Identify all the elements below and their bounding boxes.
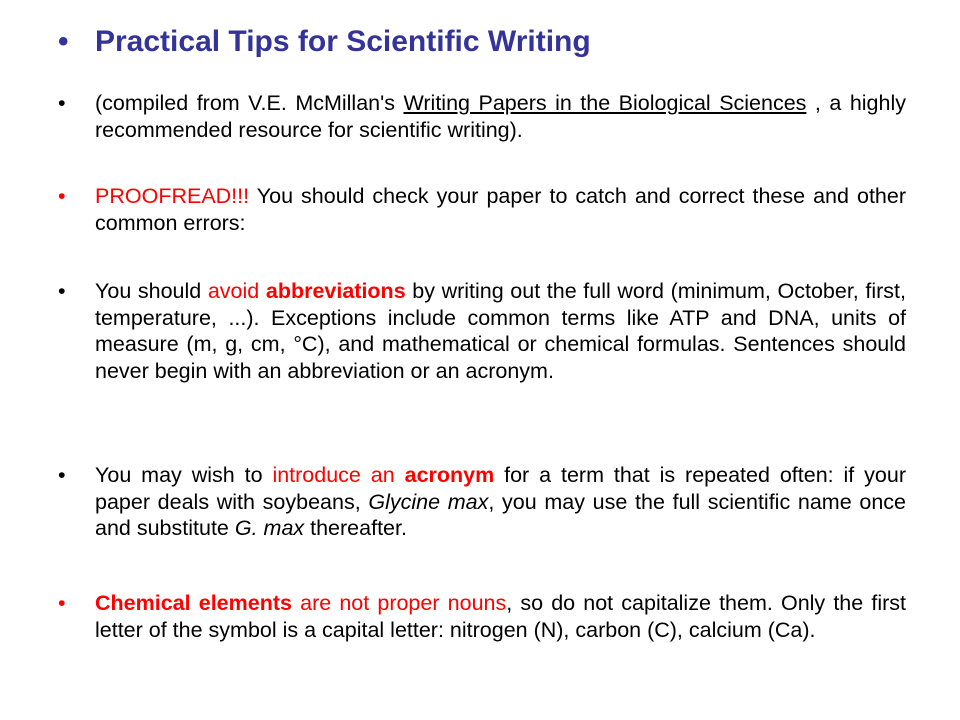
abbrev-text-3: by writing out the full word (minimum, October, first, temperature, ...). Exceptions include common terms like ATP and DNA, units of measure (m, g, cm, °C), and mathematical or chemical formulas. Sentences should never begin with an abbreviation or an acronym. [95,279,906,383]
acronym-text-4: , you may use the full scientific name once and substitute [95,489,906,540]
introduce-highlight: introduce an [272,463,395,487]
acronym-text-1: You may wish to [95,463,273,487]
bullet-proofread [58,183,906,236]
bullet-marker: • [58,591,66,615]
chem-text-2: , so do not capitalize them. Only the first letter of the symbol is a capital letter: nitrogen (N), carbon (C), calcium (Ca). [95,591,906,642]
acronym-text-3: for a term that is repeated often: if your paper deals with soybeans, [95,463,906,514]
bullet-acronyms [58,462,906,542]
abbrev-text-2 [259,279,266,303]
chemical-elements-highlight: Chemical elements [95,591,292,615]
title-text: Practical Tips for Scientific Writing [95,25,591,58]
book-title: Writing Papers in the Biological Sciences [403,91,807,115]
bullet-marker: • [58,184,66,208]
bullet-source-note [58,90,906,143]
source-pre: (compiled from V.E. McMillan's [95,91,404,115]
proofread-highlight: PROOFREAD!!! [95,184,250,208]
bullet-chemical-elements [58,590,906,643]
not-proper-highlight: are not proper nouns [300,591,507,615]
bullet-abbreviations [58,278,906,384]
species-name: Glycine max [368,489,489,514]
chem-text-1 [292,591,300,615]
acronym-text-2 [395,463,405,487]
species-abbreviation: G. max [234,516,305,540]
proofread-text: You should check your paper to catch and correct these and other common errors: [95,184,906,235]
bullet-marker: • [58,463,66,487]
source-post: , a highly recommended resource for scientific writing). [95,91,907,142]
bullet-marker: • [58,279,66,303]
abbrev-text-1: You should [95,279,208,303]
acronym-highlight: acronym [404,463,495,487]
bullet-marker: • [58,25,69,58]
avoid-highlight: avoid [207,279,260,303]
slide-title [58,24,906,60]
abbreviations-highlight: abbreviations [265,279,406,303]
acronym-text-5: thereafter. [304,516,407,540]
bullet-marker: • [58,91,66,115]
